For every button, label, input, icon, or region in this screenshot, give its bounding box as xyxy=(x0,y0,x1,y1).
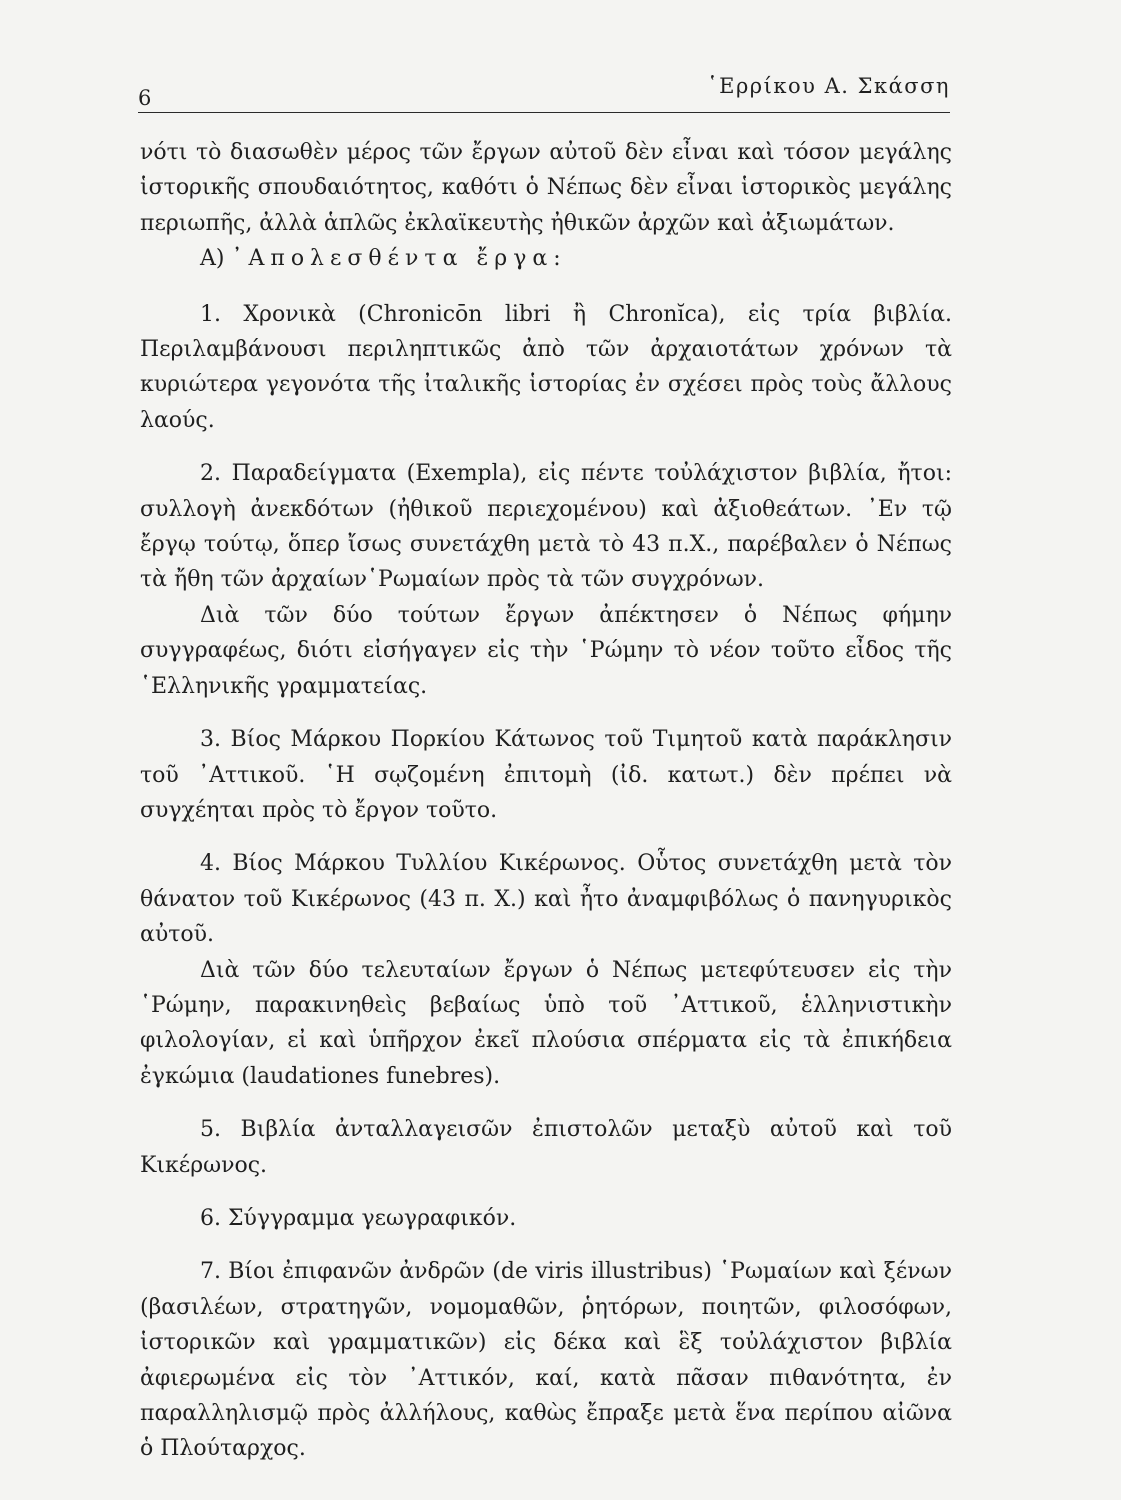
list-item-3: 3. Βίος Μάρκου Πορκίου Κάτωνος τοῦ Τιμητοῦ κατὰ παράκλησιν τοῦ ᾿Αττικοῦ. ῾Η σῳζομένη ἐπιτομὴ (ἰδ. κατωτ.) δὲν πρέπει νὰ συγχέηται πρὸς τὸ ἔργον τοῦτο. xyxy=(140,727,952,823)
intro-paragraph: νότι τὸ διασωθὲν μέρος τῶν ἔργων αὐτοῦ δὲν εἶναι καὶ τόσον μεγάλης ἱστορικῆς σπουδαιότητος, καθότι ὁ Νέπως δὲν εἶναι ἱστορικὸς μεγάλης περιωπῆς, ἀλλὰ ἁπλῶς ἐκλαϊκευτὴς ἠθικῶν ἀρχῶν καὶ ἀξιωμάτων. xyxy=(140,140,952,236)
section-heading-text: ᾿Απολεσθέντα ἔργα: xyxy=(231,246,567,272)
section-heading xyxy=(140,241,952,276)
list-item-2: 2. Παραδείγματα (Exempla), εἰς πέντε τοὐλάχιστον βιβλία, ἤτοι: συλλογὴ ἀνεκδότων (ἠθικοῦ περιεχομένου) καὶ ἀξιοθεάτων. ᾿Εν τῷ ἔργῳ τούτῳ, ὅπερ ἴσως συνετάχθη μετὰ τὸ 43 π.Χ., παρέβαλεν ὁ Νέπως τὰ ἤθη τῶν ἀρχαίων῾Ρωμαίων πρὸς τὰ τῶν συγχρόνων. xyxy=(140,461,952,593)
list-item-1: 1. Χρονικὰ (Chronicōn libri ἢ Chronĭca), εἰς τρία βιβλία. Περιλαμβάνουσι περιληπτικῶς ἀπὸ τῶν ἀρχαιοτάτων χρόνων τὰ κυριώτερα γεγονότα τῆς ἰταλικῆς ἱστορίας ἐν σχέσει πρὸς τοὺς ἄλλους λαούς. xyxy=(140,301,952,433)
page-number: 6 xyxy=(138,86,152,110)
page-header xyxy=(138,70,950,110)
list-item-6: 6. Σύγγραμμα γεωγραφικόν. xyxy=(200,1205,517,1231)
body-text xyxy=(140,135,952,1467)
list-item-7: 7. Βίοι ἐπιφανῶν ἀνδρῶν (de viris illustribus) ῾Ρωμαίων καὶ ξένων (βασιλέων, στρατηγῶν, νομομαθῶν, ῥητόρων, ποιητῶν, φιλοσόφων, ἱστορικῶν καὶ γραμματικῶν) εἰς δέκα καὶ ἓξ τοὐλάχιστον βιβλία ἀφιερωμένα εἰς τὸν ᾿Αττικόν, καί, κατὰ πᾶσαν πιθανότητα, ἐν παραλληλισμῷ πρὸς ἀλλήλους, καθὼς ἔπραξε μετὰ ἕνα περίπου αἰῶνα ὁ Πλούταρχος. xyxy=(140,1259,952,1462)
list-item-5: 5. Βιβλία ἀνταλλαγεισῶν ἐπιστολῶν μεταξὺ αὐτοῦ καὶ τοῦ Κικέρωνος. xyxy=(140,1117,952,1178)
section-heading-label: Α) xyxy=(200,246,232,272)
running-head: ῾Ερρίκου Α. Σκάσση xyxy=(707,74,950,98)
header-rule xyxy=(138,112,950,113)
list-item-4: 4. Βίος Μάρκου Τυλλίου Κικέρωνος. Οὗτος συνετάχθη μετὰ τὸν θάνατον τοῦ Κικέρωνος (43 π. Χ.) καὶ ἦτο ἀναμφιβόλως ὁ πανηγυρικὸς αὐτοῦ. xyxy=(140,851,952,948)
remark-paragraph-1: Διὰ τῶν δύο τούτων ἔργων ἀπέκτησεν ὁ Νέπως φήμην συγγραφέως, διότι εἰσήγαγεν εἰς τὴν ῾Ρώμην τὸ νέον τοῦτο εἶδος τῆς ῾Ελληνικῆς γραμματείας. xyxy=(140,602,952,699)
remark-paragraph-2: Διὰ τῶν δύο τελευταίων ἔργων ὁ Νέπως μετεφύτευσεν εἰς τὴν ῾Ρώμην, παρακινηθεὶς βεβαίως ὑπὸ τοῦ ᾿Αττικοῦ, ἑλληνιστικὴν φιλολογίαν, εἰ καὶ ὑπῆρχον ἐκεῖ πλούσια σπέρματα εἰς τὰ ἐπικήδεια ἐγκώμια (laudationes funebres). xyxy=(140,957,952,1089)
